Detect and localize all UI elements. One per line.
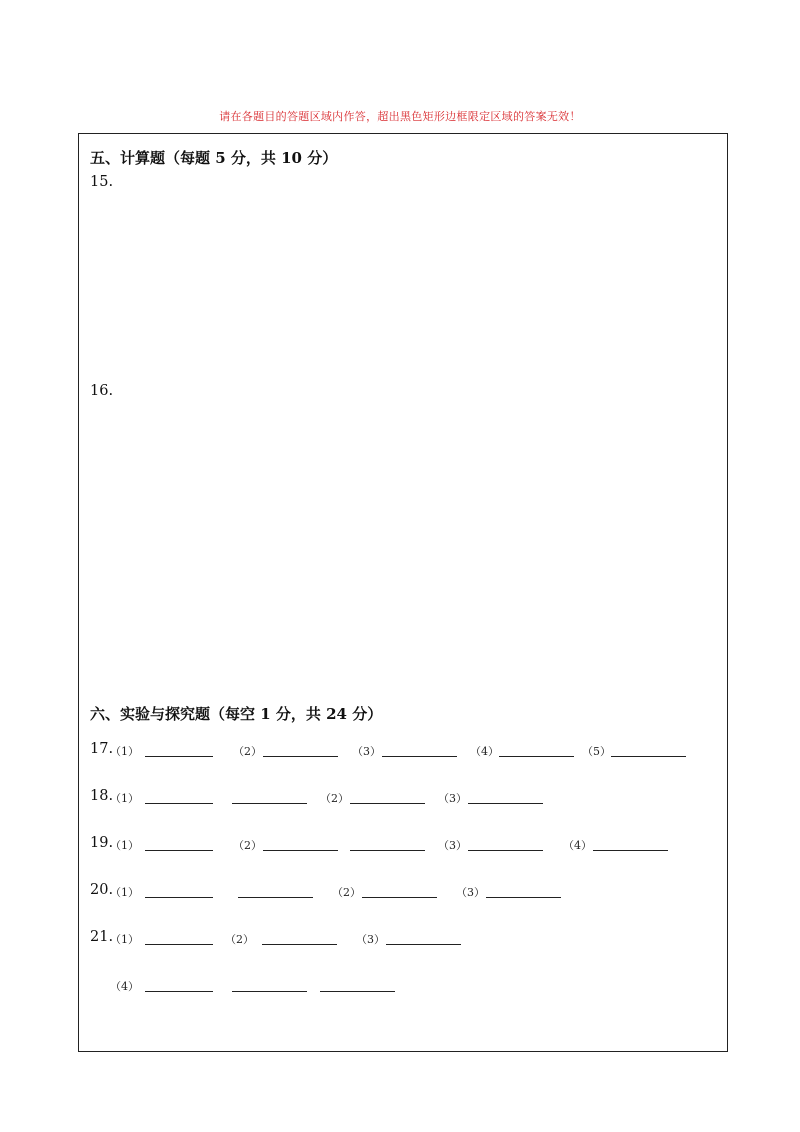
- q18-blank-1[interactable]: [145, 803, 213, 804]
- q20-label-2: （2）: [332, 886, 361, 899]
- q18-label-1: （1）: [110, 792, 139, 805]
- q17-label-5: （5）: [582, 745, 611, 758]
- q17-blank-5[interactable]: [611, 756, 686, 757]
- q21-label-2: （2）: [225, 933, 254, 946]
- q21-blank-5[interactable]: [232, 991, 307, 992]
- q19-blank-5[interactable]: [593, 850, 668, 851]
- q20-blank-3[interactable]: [362, 897, 437, 898]
- q20-label-3: （3）: [456, 886, 485, 899]
- q19-blank-2[interactable]: [263, 850, 338, 851]
- q17-label-2: （2）: [233, 745, 262, 758]
- q20-label-1: （1）: [110, 886, 139, 899]
- q19-label-1: （1）: [110, 839, 139, 852]
- q20-blank-1[interactable]: [145, 897, 213, 898]
- question-15-number: 15.: [90, 174, 114, 190]
- q18-blank-3[interactable]: [350, 803, 425, 804]
- q19-blank-4[interactable]: [468, 850, 543, 851]
- q20-blank-2[interactable]: [238, 897, 313, 898]
- section-5-title: 五、计算题（每题 5 分，共 10 分）: [90, 149, 338, 167]
- q21-blank-6[interactable]: [320, 991, 395, 992]
- q19-blank-1[interactable]: [145, 850, 213, 851]
- q20-blank-4[interactable]: [486, 897, 561, 898]
- q17-label-4: （4）: [470, 745, 499, 758]
- q21-blank-4[interactable]: [145, 991, 213, 992]
- question-16-number: 16.: [90, 383, 114, 399]
- q18-label-3: （3）: [438, 792, 467, 805]
- section-6-title: 六、实验与探究题（每空 1 分，共 24 分）: [90, 705, 383, 723]
- q21-label-4: （4）: [110, 980, 139, 993]
- question-17-number: 17.: [90, 741, 114, 757]
- answer-area-warning: 请在各题目的答题区域内作答，超出黑色矩形边框限定区域的答案无效！: [219, 110, 581, 123]
- q17-blank-1[interactable]: [145, 756, 213, 757]
- q21-blank-2[interactable]: [262, 944, 337, 945]
- q18-label-2: （2）: [320, 792, 349, 805]
- question-21-number: 21.: [90, 929, 114, 945]
- q19-label-2: （2）: [233, 839, 262, 852]
- q19-label-3: （3）: [438, 839, 467, 852]
- q17-blank-2[interactable]: [263, 756, 338, 757]
- answer-box-frame: [78, 133, 728, 1052]
- question-19-number: 19.: [90, 835, 114, 851]
- q21-blank-3[interactable]: [386, 944, 461, 945]
- q19-label-4: （4）: [563, 839, 592, 852]
- q21-label-3: （3）: [356, 933, 385, 946]
- question-18-number: 18.: [90, 788, 114, 804]
- q19-blank-3[interactable]: [350, 850, 425, 851]
- q18-blank-4[interactable]: [468, 803, 543, 804]
- q21-label-1: （1）: [110, 933, 139, 946]
- question-20-number: 20.: [90, 882, 114, 898]
- q18-blank-2[interactable]: [232, 803, 307, 804]
- q17-blank-4[interactable]: [499, 756, 574, 757]
- q17-label-1: （1）: [110, 745, 139, 758]
- q17-blank-3[interactable]: [382, 756, 457, 757]
- q21-blank-1[interactable]: [145, 944, 213, 945]
- q17-label-3: （3）: [352, 745, 381, 758]
